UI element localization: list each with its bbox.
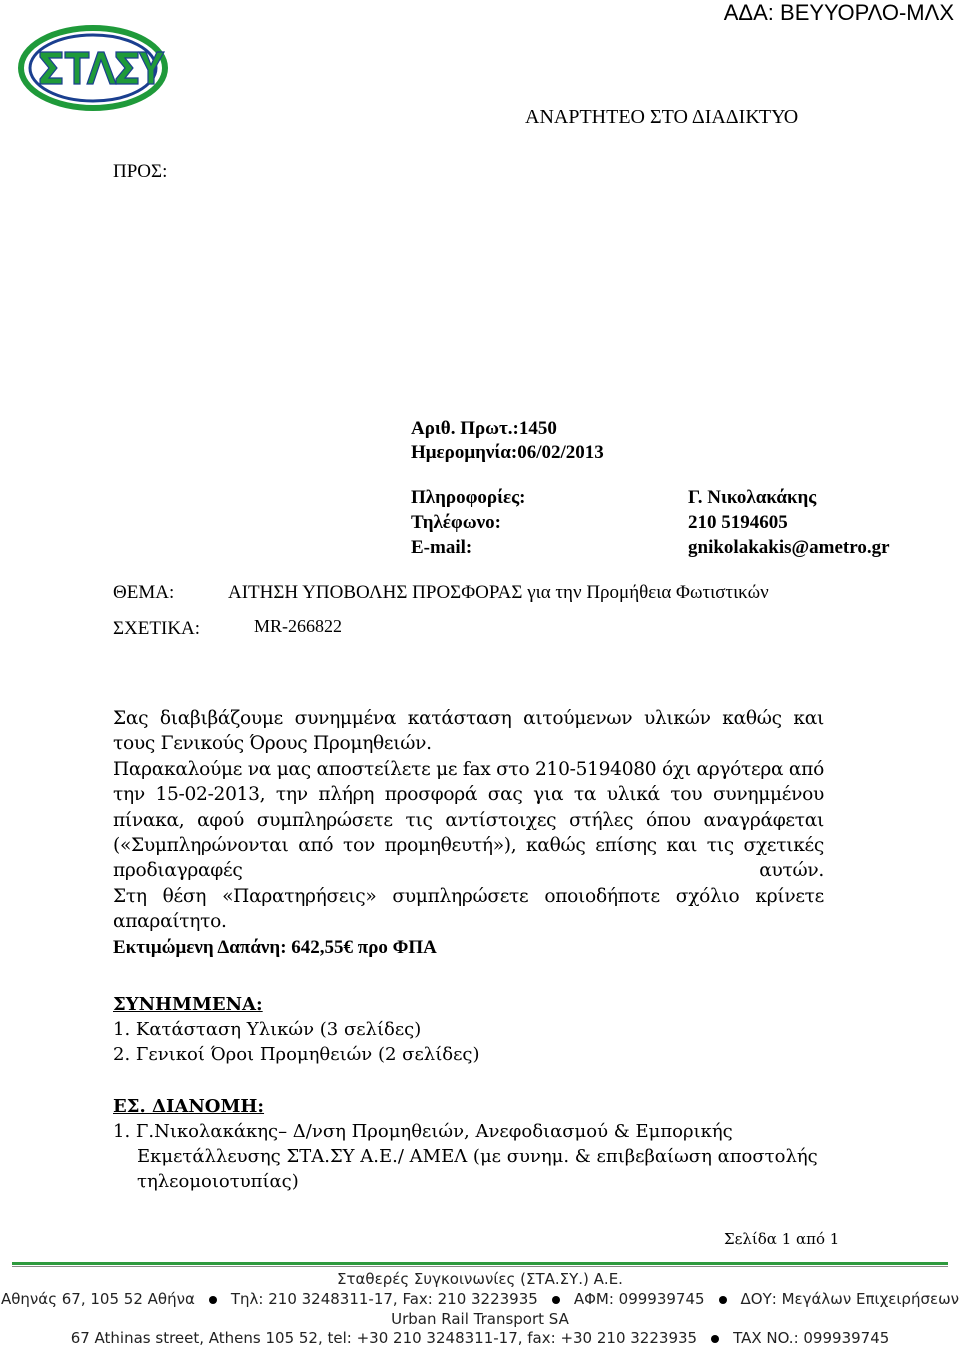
bullet-icon	[552, 1296, 560, 1304]
bullet-icon	[711, 1335, 719, 1343]
related-label: ΣΧΕΤΙΚΑ:	[113, 618, 201, 639]
footer-contact-en	[0, 1329, 960, 1347]
bullet-icon	[719, 1296, 727, 1304]
phone-label: Τηλέφωνο:	[411, 512, 501, 533]
distribution-line: τηλεομοιοτυπίας)	[137, 1171, 299, 1192]
footer-company-en: Urban Rail Transport SA	[391, 1310, 569, 1328]
footer-address-en: 67 Athinas street, Athens 105 52, tel: +30 210 3248311-17, fax: +30 210 3223935	[70, 1329, 698, 1347]
phone-value: 210 5194605	[688, 512, 788, 533]
to-label: ΠΡΟΣ:	[113, 161, 168, 182]
distribution-line: 1. Γ.Νικολακάκης– Δ/νση Προμηθειών, Ανεφοδιασμού & Εμπορικής	[113, 1121, 733, 1142]
footer-company-gr: Σταθερές Συγκοινωνίες (ΣΤΑ.ΣΥ.) Α.Ε.	[337, 1270, 623, 1288]
subject-value: ΑΙΤΗΣΗ ΥΠΟΒΟΛΗΣ ΠΡΟΣΦΟΡΑΣ για την Προμήθεια Φωτιστικών	[228, 582, 769, 603]
footer-divider-thin	[12, 1266, 948, 1267]
distribution-title: ΕΣ. ΔΙΑΝΟΜΗ:	[113, 1096, 265, 1117]
footer-divider	[12, 1262, 948, 1265]
document-date: Ημερομηνία:06/02/2013	[411, 442, 604, 463]
footer-contact-gr	[0, 1290, 960, 1308]
stasy-logo	[18, 24, 168, 112]
subject-label: ΘΕΜΑ:	[113, 582, 175, 603]
footer-phone-gr: Τηλ: 210 3248311-17, Fax: 210 3223935	[230, 1290, 538, 1308]
info-value: Γ. Νικολακάκης	[688, 487, 817, 508]
attachment-item: 2. Γενικοί Όροι Προμηθειών (2 σελίδες)	[113, 1044, 480, 1065]
ada-code: ΑΔΑ: ΒΕΥΥΟΡΛΟ-ΜΛΧ	[723, 0, 954, 25]
distribution-line: Εκμετάλλευσης ΣΤΑ.ΣΥ Α.Ε./ ΑΜΕΛ (με συνημ. & επιβεβαίωση αποστολής	[137, 1146, 818, 1167]
footer-tax-en: TAX NO.: 099939745	[733, 1329, 890, 1347]
email-value[interactable]: gnikolakakis@ametro.gr	[688, 537, 890, 558]
footer-afm: ΑΦΜ: 099939745	[573, 1290, 705, 1308]
paragraph-remarks: Στη θέση «Παρατηρήσεις» συμπληρώσετε οποιοδήποτε σχόλιο κρίνετε απαραίτητο.	[113, 885, 824, 933]
estimated-cost: Εκτιμώμενη Δαπάνη: 642,55€ προ ΦΠΑ	[113, 936, 437, 958]
paragraph-intro: Σας διαβιβάζουμε συνημμένα κατάσταση αιτούμενων υλικών καθώς και τους Γενικούς Όρους Προμηθειών.	[113, 708, 824, 755]
footer-doy: ΔΟΥ: Μεγάλων Επιχειρήσεων	[740, 1290, 960, 1308]
paragraph-request: Παρακαλούμε να μας αποστείλετε με fax στο 210-5194080 όχι αργότερα από την 15-02-2013, την πλήρη προσφορά σας για τα υλικά του συνημμένου πίνακα, αφού συμπληρώσετε τις αντίστοιχες στήλες όπου αναγράφεται («Συμπληρώνονται από τον προμηθευτή»), καθώς επίσης και τις σχετικές προδιαγραφές αυτών.	[113, 758, 824, 882]
footer-address-gr: Αθηνάς 67, 105 52 Αθήνα	[0, 1290, 195, 1308]
protocol-number: Αριθ. Πρωτ.:1450	[411, 418, 557, 439]
page-number: Σελίδα 1 από 1	[724, 1230, 840, 1248]
bullet-icon	[209, 1296, 217, 1304]
info-label: Πληροφορίες:	[411, 487, 526, 508]
letter-body	[113, 706, 824, 960]
attachment-item: 1. Κατάσταση Υλικών (3 σελίδες)	[113, 1019, 422, 1040]
attachments-title: ΣΥΝΗΜΜΕΝΑ:	[113, 994, 263, 1015]
related-value: MR-266822	[254, 616, 343, 636]
email-label: E-mail:	[411, 537, 473, 558]
posted-notice: ΑΝΑΡΤΗΤΕΟ ΣΤΟ ΔΙΑΔΙΚΤΥΟ	[525, 106, 799, 128]
